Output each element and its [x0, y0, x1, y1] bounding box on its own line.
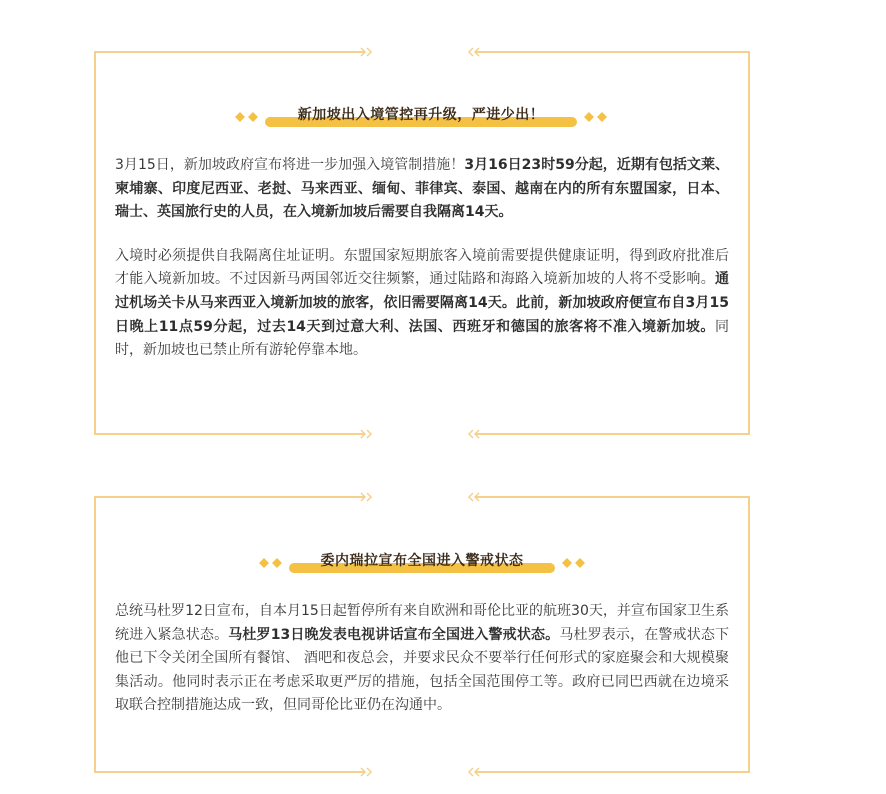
- diamond-ornament-icon: [557, 556, 587, 570]
- card-title-row: [94, 551, 750, 575]
- double-chevron-left-icon: [466, 767, 480, 777]
- card-body: [115, 154, 729, 363]
- article-paragraph: [115, 600, 729, 718]
- card-border-bottom-left: [94, 771, 364, 773]
- card-border-top-right: [475, 51, 750, 53]
- double-chevron-left-icon: [466, 47, 480, 57]
- article-paragraph: [115, 154, 729, 225]
- diamond-ornament-icon: [257, 556, 287, 570]
- card-border-right: [748, 496, 750, 773]
- card-border-bottom-right: [475, 771, 750, 773]
- double-chevron-right-icon: [360, 429, 374, 439]
- text-run-bold: 3月16日23时59分起，近期有包括文莱、柬埔寨、印度尼西亚、老挝、马来西亚、缅甸、菲律宾、泰国、越南在内的所有东盟国家，日本、瑞士、英国旅行史的人员，在入境新加坡后需要自我隔离14天。: [115, 157, 729, 221]
- card-title: 新加坡出入境管控再升级，严进少出！: [297, 107, 545, 123]
- text-run: 马杜罗表示，在警戒状态下他已下令关闭全国所有餐馆、 酒吧和夜总会，并要求民众不要举行任何形式的家庭聚会和大规模聚集活动。他同时表示正在考虑采取更严厉的措施，包括全国范围停工等。政府已同巴西就在边境采取联合控制措施达成一致，但同哥伦比亚仍在沟通中。: [115, 626, 730, 714]
- card-title-group: [257, 551, 587, 575]
- card-border-top-left: [94, 496, 364, 498]
- news-card-singapore: [94, 51, 750, 435]
- text-run: 3月15日，新加坡政府宣布将进一步加强入境管制措施！: [115, 157, 465, 173]
- double-chevron-left-icon: [466, 492, 480, 502]
- double-chevron-right-icon: [360, 492, 374, 502]
- text-run-bold: 马杜罗13日晚发表电视讲话宣布全国进入警戒状态。: [228, 626, 560, 643]
- text-run: 入境时必须提供自我隔离住址证明。东盟国家短期旅客入境前需要提供健康证明，得到政府批准后才能入境新加坡。不过因新马两国邻近交往频繁，通过陆路和海路入境新加坡的人将不受影响。: [115, 247, 729, 288]
- diamond-ornament-icon: [233, 110, 263, 124]
- news-card-venezuela: [94, 496, 750, 773]
- card-body: [115, 600, 729, 718]
- text-run-bold: 通过机场关卡从马来西亚入境新加坡的旅客，依旧需要隔离14天。此前，新加坡政府便宣布自3月15日晚上11点59分起，过去14天到过意大利、法国、西班牙和德国的旅客将不准入境新加坡。: [115, 271, 729, 335]
- card-border-bottom-left: [94, 433, 364, 435]
- card-border-top-left: [94, 51, 364, 53]
- article-paragraph: [115, 245, 729, 363]
- double-chevron-right-icon: [360, 767, 374, 777]
- double-chevron-left-icon: [466, 429, 480, 439]
- card-title-row: [94, 105, 750, 129]
- text-run: 总统马杜罗12日宣布，自本月15日起暂停所有来自欧洲和哥伦比亚的航班30天，并宣布国家卫生系统进入紧急状态。: [115, 603, 729, 643]
- card-title-group: [233, 105, 609, 129]
- card-border-bottom-right: [475, 433, 750, 435]
- diamond-ornament-icon: [579, 110, 609, 124]
- double-chevron-right-icon: [360, 47, 374, 57]
- card-border-left: [94, 496, 96, 773]
- card-title: 委内瑞拉宣布全国进入警戒状态: [320, 553, 524, 569]
- text-run: 同时，新加坡也已禁止所有游轮停靠本地。: [115, 318, 729, 359]
- card-border-top-right: [475, 496, 750, 498]
